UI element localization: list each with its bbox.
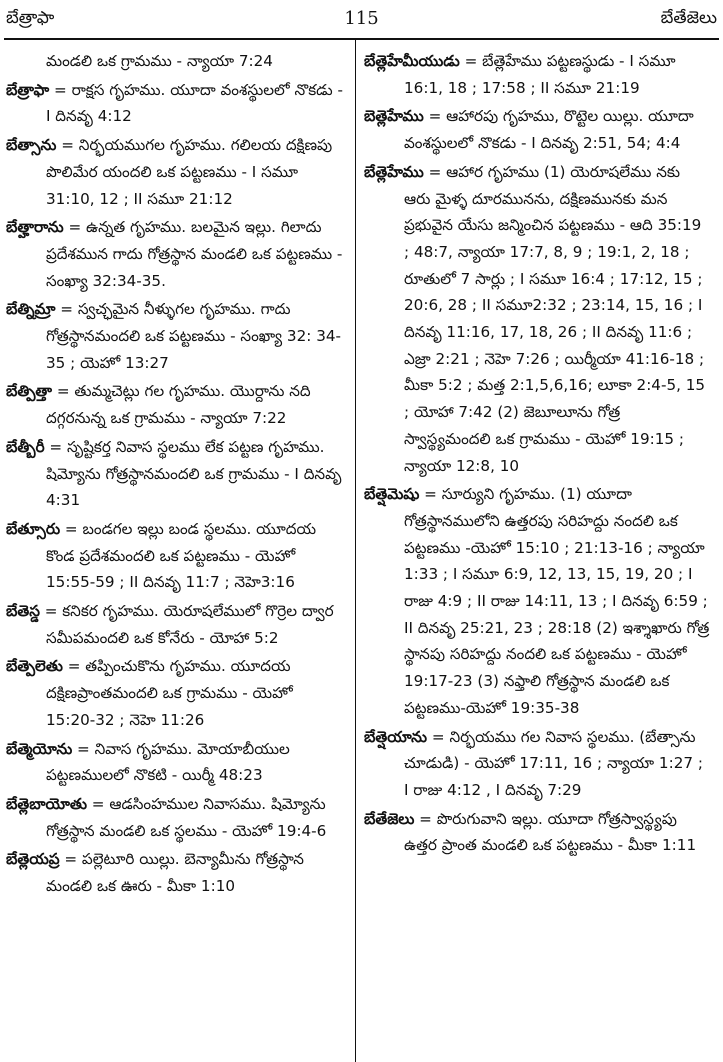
- entry-headword: బేత్పెలెతు: [6, 657, 63, 676]
- entry-definition: = నివాస గృహము. మోయాబీయుల పట్టణములలో నొకటి - యిర్మీ 48:23: [46, 739, 290, 785]
- entry-headword: బేత్సాను: [6, 136, 57, 155]
- dictionary-entry: [6, 516, 346, 596]
- entry-headword: బేత్బీరీ: [6, 437, 45, 456]
- entry-headword: బేత్షెమెషు: [364, 485, 420, 504]
- entry-headword: బేత్నిమ్రా: [6, 300, 56, 319]
- entry-headword: బెత్లెహేము: [364, 107, 424, 126]
- dictionary-entry: [364, 48, 710, 101]
- entry-definition: = తప్పించుకొను గృహము. యూదయ దక్షిణప్రాంతమందలి ఒక గ్రామము - యెహో 15:20-32 ; నెహె 11:26: [46, 657, 293, 729]
- header-rule: [4, 38, 719, 40]
- dictionary-entry: [6, 846, 346, 899]
- entry-definition: = ఆహార గృహము (1) యెరూషలేము నకు ఆరు మైళ్ళ దూరమునను, దక్షిణమునకు మన ప్రభువైన యేసు జన్మించిన పట్టణము - ఆది 35:19 ; 48:7, న్యాయా 17:7, 8, 9 ; 19:1, 2, 18 ; రూతులో 7 సార్లు ; I సమూ 16:4 ; 17:12, 15 ; 20:6, 28 ; II సమూ2:32 ; 23:14, 15, 16 ; I దినవృ 11:16, 17, 18, 26 ; II దినవృ 11:6 ; ఎజ్రా 2:21 ; నెహె 7:26 ; యిర్మీయా 41:16-18 ; మీకా 5:2 ; మత్త 2:1,5,6,16; లూకా 2:4-5, 15 ; యోహా 7:42 (2) జెబూలూను గోత్ర స్వాస్థ్యమందలి ఒక గ్రామము - యెహో 19:15 ; న్యాయా 12:8, 10: [404, 162, 706, 475]
- entry-headword: బేత్లెహేము: [364, 162, 424, 181]
- entry-definition: = పొరుగువాని ఇల్లు. యూదా గోత్రస్వాస్థ్యపు ఉత్తర ప్రాంత మండలి ఒక పట్టణము - మీకా 1:11: [404, 809, 697, 855]
- entry-headword: బేతేజెలు: [364, 809, 415, 828]
- dictionary-entry: [364, 103, 710, 156]
- dictionary-entry: [364, 481, 710, 721]
- entry-definition: = సృష్టికర్త నివాస స్థలము లేక పట్టణ గృహము. షిమ్యోను గోత్రస్థానమందలి ఒక గ్రామము - I దినవృ 4:31: [44, 437, 342, 510]
- entry-definition: = కనికర గృహము. యెరూషలేములో గొర్రెల ద్వార సమీపమందలి ఒక కోనేరు - యోహా 5:2: [39, 602, 334, 647]
- entry-headword: బేత్హారాను: [6, 218, 64, 237]
- entry-definition: = రాక్షస గృహము. యూదా వంశస్థులలో నొకడు - I దినవృ 4:12: [46, 80, 343, 126]
- dictionary-entry: [6, 77, 346, 130]
- dictionary-entry: [6, 132, 346, 212]
- right-column: [364, 48, 710, 861]
- dictionary-entry: [6, 378, 346, 431]
- entry-headword: బేత్రాఫా: [6, 80, 50, 99]
- dictionary-entry: [364, 806, 710, 859]
- entry-headword: బేత్లెహేమీయుడు: [364, 52, 460, 70]
- entry-headword: బేత్లెబాయోతు: [6, 794, 87, 813]
- dictionary-entry: [6, 653, 346, 733]
- entry-definition: = నిర్భయముగల గృహము. గలిలయ దక్షిణపు పొలిమేర యందలి ఒక పట్టణము - I సమూ 31:10, 12 ; II సమూ 21:12: [46, 136, 333, 208]
- entry-definition: = ఆడసింహముల నివాసము. షిమ్యోను గోత్రస్థాన మండలి ఒక స్థలము - యెహో 19:4-6: [46, 794, 327, 840]
- dictionary-entry: [6, 296, 346, 376]
- entry-headword: బేత్సూరు: [6, 519, 61, 538]
- entry-definition: = పల్లెటూరి యిల్లు. బెన్యామీను గోత్రస్థాన మండలి ఒక ఊరు - మీకా 1:10: [46, 850, 304, 896]
- entry-headword: బేతెస్డ: [6, 602, 40, 621]
- entry-headword: బేత్లెయప్ర: [6, 850, 60, 869]
- entry-definition: = నిర్భయము గల నివాస స్థలము. (బేత్సాను చూడుడి) - యెహో 17:11, 16 ; న్యాయా 1:27 ; I రాజు 4:12 , I దినవృ 7:29: [404, 727, 703, 799]
- entry-definition: = స్వచ్ఛమైన నీళ్ళుగల గృహము. గాదు గోత్రస్థానమందలి ఒక పట్టణము - సంఖ్యా 32: 34-35 ; యెహో 13:27: [46, 300, 341, 372]
- entry-definition: = తుమ్మచెట్లు గల గృహము. యొర్దాను నది దగ్గరనున్న ఒక గ్రామము - న్యాయా 7:22: [46, 382, 311, 428]
- dictionary-entry: [6, 48, 346, 75]
- dictionary-entry: [364, 724, 710, 804]
- column-divider: [355, 40, 356, 1062]
- running-head-left: బేత్రాఫా: [6, 8, 55, 28]
- entry-definition: = బండగల ఇల్లు బండ స్థలము. యూదయ కొండ ప్రదేశమందలి ఒక పట్టణము - యెహో 15:55-59 ; II దినవృ 11:7 ; నెహె3:16: [46, 519, 317, 592]
- page-header: [6, 8, 717, 34]
- entry-definition: = ఆహారపు గృహము, రొట్టెల యిల్లు. యూదా వంశస్థులలో నొకడు - I దినవృ 2:51, 54; 4:4: [404, 107, 694, 153]
- entry-definition: = సూర్యుని గృహము. (1) యూదా గోత్రస్థానములోని ఉత్తరపు సరిహద్దు నందలి ఒక పట్టణము -యెహో 15:10 ; 21:13-16 ; న్యాయా 1:33 ; I సమూ 6:9, 12, 13, 15, 19, 20 ; I రాజు 4:9 ; II రాజు 14:11, 13 ; I దినవృ 6:59 ; II దినవృ 25:21, 23 ; 28:18 (2) ఇశ్శాఖారు గోత్ర స్థానపు సరిహద్దు నందలి ఒక పట్టణము - యెహో 19:17-23 (3) నఫ్తాలి గోత్రస్థాన మండలి ఒక పట్టణము-యెహో 19:35-38: [404, 485, 710, 717]
- running-head-right: బేతేజెలు: [660, 8, 717, 28]
- dictionary-entry: [6, 434, 346, 514]
- entry-headword: బేత్పిత్తా: [6, 382, 53, 401]
- entry-definition: = బేత్లెహేము పట్టణస్థుడు - I సమూ 16:1, 18 ; 17:58 ; II సమూ 21:19: [404, 52, 676, 97]
- dictionary-entry: [364, 159, 710, 479]
- entry-headword: బేత్మెయోను: [6, 739, 73, 758]
- dictionary-entry: [6, 736, 346, 789]
- page-number: 115: [344, 8, 379, 29]
- entry-definition: = ఉన్నత గృహము. బలమైన ఇల్లు. గిలాదు ప్రదేశమున గాదు గోత్రస్థాన మండలి ఒక పట్టణము - సంఖ్యా 32:34-35.: [46, 218, 343, 290]
- dictionary-entry: [6, 214, 346, 294]
- entry-definition: మండలి ఒక గ్రామము - న్యాయా 7:24: [46, 52, 273, 70]
- left-column: [6, 48, 346, 902]
- entry-headword: బేత్షెయాను: [364, 727, 428, 746]
- dictionary-entry: [6, 791, 346, 844]
- dictionary-entry: [6, 598, 346, 651]
